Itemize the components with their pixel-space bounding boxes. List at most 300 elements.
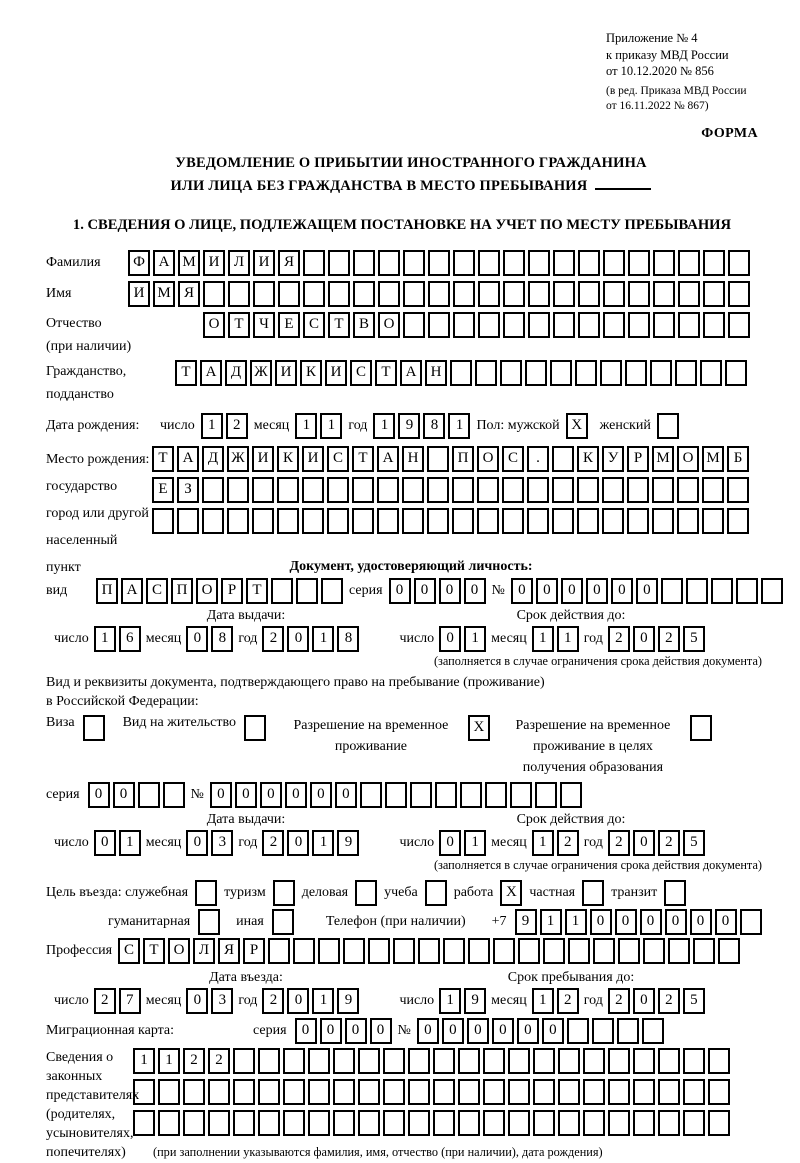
char-cell[interactable] [227,508,249,534]
permit-issue-month-cells[interactable] [186,830,233,856]
char-cell[interactable] [558,1048,580,1074]
char-cell[interactable] [577,477,599,503]
char-cell[interactable] [452,477,474,503]
char-cell[interactable]: Н [402,446,424,472]
char-cell[interactable]: 0 [186,988,208,1014]
char-cell[interactable] [702,477,724,503]
char-cell[interactable] [327,508,349,534]
char-cell[interactable]: 2 [658,830,680,856]
char-cell[interactable] [308,1048,330,1074]
char-cell[interactable] [653,250,675,276]
char-cell[interactable] [208,1079,230,1105]
char-cell[interactable] [433,1110,455,1136]
stay-month-cells[interactable] [532,988,579,1014]
char-cell[interactable] [277,477,299,503]
char-cell[interactable]: 0 [287,988,309,1014]
char-cell[interactable] [208,1110,230,1136]
char-cell[interactable] [725,360,747,386]
char-cell[interactable]: С [502,446,524,472]
char-cell[interactable] [228,281,250,307]
migration-number-cells[interactable] [417,1018,664,1044]
char-cell[interactable] [675,360,697,386]
char-cell[interactable]: 0 [320,1018,342,1044]
residence-permit-checkbox[interactable] [244,715,266,741]
char-cell[interactable]: Я [278,250,300,276]
doc-series-cells[interactable] [389,578,486,604]
char-cell[interactable] [627,477,649,503]
char-cell[interactable]: Т [375,360,397,386]
char-cell[interactable] [683,1079,705,1105]
char-cell[interactable] [428,312,450,338]
migration-series-cells[interactable] [295,1018,392,1044]
char-cell[interactable]: И [203,250,225,276]
char-cell[interactable] [602,508,624,534]
char-cell[interactable] [683,1048,705,1074]
char-cell[interactable]: 3 [211,830,233,856]
char-cell[interactable]: 2 [658,988,680,1014]
purpose-work-checkbox[interactable]: X [500,880,522,906]
char-cell[interactable] [478,312,500,338]
char-cell[interactable] [133,1079,155,1105]
char-cell[interactable] [633,1110,655,1136]
char-cell[interactable]: 0 [636,578,658,604]
purpose-other-checkbox[interactable] [272,909,294,935]
char-cell[interactable] [433,1079,455,1105]
char-cell[interactable]: 1 [320,413,342,439]
char-cell[interactable]: 5 [683,830,705,856]
char-cell[interactable]: И [302,446,324,472]
char-cell[interactable] [433,1048,455,1074]
char-cell[interactable]: 2 [557,988,579,1014]
char-cell[interactable] [296,578,318,604]
char-cell[interactable] [283,1048,305,1074]
char-cell[interactable]: 0 [542,1018,564,1044]
char-cell[interactable] [708,1110,730,1136]
char-cell[interactable]: 9 [337,830,359,856]
char-cell[interactable]: 0 [210,782,232,808]
char-cell[interactable] [408,1110,430,1136]
permit-number-cells[interactable] [210,782,582,808]
char-cell[interactable] [252,477,274,503]
char-cell[interactable]: Д [225,360,247,386]
char-cell[interactable]: Ч [253,312,275,338]
char-cell[interactable] [360,782,382,808]
char-cell[interactable] [427,477,449,503]
char-cell[interactable]: 0 [633,988,655,1014]
char-cell[interactable] [302,508,324,534]
char-cell[interactable] [163,782,185,808]
char-cell[interactable]: 2 [226,413,248,439]
char-cell[interactable] [403,250,425,276]
birth-place-cells-row-3[interactable] [152,508,749,534]
char-cell[interactable] [435,782,457,808]
char-cell[interactable] [592,1018,614,1044]
char-cell[interactable] [408,1048,430,1074]
char-cell[interactable] [708,1079,730,1105]
doc-valid-year-cells[interactable] [608,626,705,652]
char-cell[interactable]: 1 [312,626,334,652]
char-cell[interactable] [502,477,524,503]
char-cell[interactable] [653,281,675,307]
char-cell[interactable] [358,1079,380,1105]
char-cell[interactable] [500,360,522,386]
char-cell[interactable] [617,1018,639,1044]
char-cell[interactable]: 1 [373,413,395,439]
char-cell[interactable] [718,938,740,964]
char-cell[interactable] [627,508,649,534]
char-cell[interactable] [550,360,572,386]
char-cell[interactable]: Ж [250,360,272,386]
char-cell[interactable] [227,477,249,503]
char-cell[interactable]: Т [352,446,374,472]
char-cell[interactable]: 6 [119,626,141,652]
representatives-cells-row-1[interactable] [133,1048,730,1074]
char-cell[interactable] [277,508,299,534]
char-cell[interactable]: 0 [467,1018,489,1044]
char-cell[interactable]: Т [328,312,350,338]
char-cell[interactable]: 0 [511,578,533,604]
char-cell[interactable] [711,578,733,604]
purpose-study-checkbox[interactable] [425,880,447,906]
char-cell[interactable]: Р [221,578,243,604]
char-cell[interactable] [428,250,450,276]
char-cell[interactable]: П [452,446,474,472]
char-cell[interactable] [727,508,749,534]
char-cell[interactable] [583,1110,605,1136]
char-cell[interactable]: Л [193,938,215,964]
patronymic-cells[interactable] [203,312,750,338]
char-cell[interactable] [378,281,400,307]
sex-male-checkbox[interactable]: X [566,413,588,439]
char-cell[interactable]: М [153,281,175,307]
char-cell[interactable] [460,782,482,808]
char-cell[interactable] [533,1048,555,1074]
char-cell[interactable]: Т [246,578,268,604]
char-cell[interactable]: 0 [633,830,655,856]
char-cell[interactable]: 8 [211,626,233,652]
doc-issue-year-cells[interactable] [262,626,359,652]
char-cell[interactable] [553,250,575,276]
char-cell[interactable] [333,1048,355,1074]
char-cell[interactable]: С [350,360,372,386]
char-cell[interactable] [583,1048,605,1074]
char-cell[interactable] [402,508,424,534]
char-cell[interactable] [493,938,515,964]
char-cell[interactable]: П [96,578,118,604]
char-cell[interactable]: Т [152,446,174,472]
char-cell[interactable] [727,477,749,503]
char-cell[interactable] [510,782,532,808]
char-cell[interactable] [553,281,575,307]
char-cell[interactable]: 1 [540,909,562,935]
char-cell[interactable] [728,281,750,307]
char-cell[interactable] [678,312,700,338]
char-cell[interactable] [152,508,174,534]
char-cell[interactable]: 2 [94,988,116,1014]
char-cell[interactable]: Д [202,446,224,472]
char-cell[interactable]: 9 [515,909,537,935]
char-cell[interactable]: 0 [370,1018,392,1044]
char-cell[interactable] [258,1079,280,1105]
permit-valid-day-cells[interactable] [439,830,486,856]
char-cell[interactable] [483,1110,505,1136]
char-cell[interactable]: И [128,281,150,307]
char-cell[interactable] [268,938,290,964]
char-cell[interactable] [577,508,599,534]
permit-valid-month-cells[interactable] [532,830,579,856]
citizenship-cells[interactable] [175,360,747,386]
char-cell[interactable]: 1 [295,413,317,439]
char-cell[interactable] [333,1079,355,1105]
name-cells[interactable] [128,281,750,307]
char-cell[interactable]: П [171,578,193,604]
char-cell[interactable]: 2 [608,988,630,1014]
char-cell[interactable]: О [196,578,218,604]
char-cell[interactable] [703,281,725,307]
char-cell[interactable]: 0 [536,578,558,604]
char-cell[interactable]: 0 [345,1018,367,1044]
char-cell[interactable]: 1 [448,413,470,439]
char-cell[interactable] [202,508,224,534]
char-cell[interactable] [633,1079,655,1105]
char-cell[interactable]: 8 [337,626,359,652]
char-cell[interactable] [303,250,325,276]
char-cell[interactable] [443,938,465,964]
char-cell[interactable] [618,938,640,964]
purpose-official-checkbox[interactable] [195,880,217,906]
char-cell[interactable] [177,508,199,534]
char-cell[interactable] [233,1079,255,1105]
char-cell[interactable] [293,938,315,964]
char-cell[interactable] [252,508,274,534]
char-cell[interactable] [608,1079,630,1105]
char-cell[interactable]: Я [178,281,200,307]
char-cell[interactable]: 0 [590,909,612,935]
char-cell[interactable] [452,508,474,534]
char-cell[interactable]: 0 [389,578,411,604]
char-cell[interactable] [158,1110,180,1136]
char-cell[interactable] [303,281,325,307]
char-cell[interactable]: 0 [439,830,461,856]
entry-day-cells[interactable] [94,988,141,1014]
char-cell[interactable] [258,1048,280,1074]
birth-year-cells[interactable] [373,413,470,439]
representatives-cells-row-2[interactable] [133,1079,730,1105]
char-cell[interactable] [283,1079,305,1105]
char-cell[interactable]: 0 [586,578,608,604]
char-cell[interactable] [508,1110,530,1136]
doc-type-cells[interactable] [96,578,343,604]
doc-valid-month-cells[interactable] [532,626,579,652]
doc-issue-day-cells[interactable] [94,626,141,652]
char-cell[interactable]: 0 [287,626,309,652]
char-cell[interactable] [652,477,674,503]
char-cell[interactable]: 1 [532,988,554,1014]
char-cell[interactable]: М [652,446,674,472]
char-cell[interactable] [468,938,490,964]
char-cell[interactable] [427,508,449,534]
char-cell[interactable]: 0 [417,1018,439,1044]
char-cell[interactable] [703,250,725,276]
char-cell[interactable]: 1 [557,626,579,652]
purpose-private-checkbox[interactable] [582,880,604,906]
char-cell[interactable]: 0 [310,782,332,808]
char-cell[interactable] [427,446,449,472]
birth-place-cells-row-1[interactable] [152,446,749,472]
char-cell[interactable] [352,508,374,534]
char-cell[interactable]: 9 [337,988,359,1014]
char-cell[interactable] [658,1110,680,1136]
char-cell[interactable] [233,1048,255,1074]
char-cell[interactable]: Р [243,938,265,964]
char-cell[interactable] [453,312,475,338]
char-cell[interactable]: 2 [262,626,284,652]
phone-cells[interactable] [515,909,762,935]
char-cell[interactable] [678,250,700,276]
char-cell[interactable] [458,1048,480,1074]
sex-female-checkbox[interactable] [657,413,679,439]
char-cell[interactable] [283,1110,305,1136]
char-cell[interactable]: О [168,938,190,964]
char-cell[interactable] [708,1048,730,1074]
char-cell[interactable]: К [277,446,299,472]
char-cell[interactable]: 7 [119,988,141,1014]
char-cell[interactable] [552,477,574,503]
char-cell[interactable] [453,281,475,307]
char-cell[interactable]: О [477,446,499,472]
char-cell[interactable] [628,312,650,338]
char-cell[interactable] [158,1079,180,1105]
char-cell[interactable] [583,1079,605,1105]
char-cell[interactable] [525,360,547,386]
char-cell[interactable]: 1 [201,413,223,439]
char-cell[interactable]: У [602,446,624,472]
char-cell[interactable] [535,782,557,808]
char-cell[interactable]: 0 [633,626,655,652]
char-cell[interactable] [353,250,375,276]
char-cell[interactable]: О [203,312,225,338]
char-cell[interactable]: Н [425,360,447,386]
char-cell[interactable] [558,1079,580,1105]
char-cell[interactable] [253,281,275,307]
char-cell[interactable]: 5 [683,988,705,1014]
char-cell[interactable]: Я [218,938,240,964]
char-cell[interactable] [593,938,615,964]
char-cell[interactable]: И [253,250,275,276]
char-cell[interactable]: 0 [94,830,116,856]
char-cell[interactable] [661,578,683,604]
char-cell[interactable] [475,360,497,386]
char-cell[interactable]: И [325,360,347,386]
char-cell[interactable]: А [400,360,422,386]
char-cell[interactable] [602,477,624,503]
char-cell[interactable] [318,938,340,964]
char-cell[interactable] [333,1110,355,1136]
entry-month-cells[interactable] [186,988,233,1014]
char-cell[interactable] [508,1048,530,1074]
char-cell[interactable] [458,1079,480,1105]
char-cell[interactable] [308,1110,330,1136]
char-cell[interactable] [558,1110,580,1136]
char-cell[interactable] [503,250,525,276]
char-cell[interactable] [418,938,440,964]
char-cell[interactable] [328,250,350,276]
char-cell[interactable] [693,938,715,964]
char-cell[interactable]: 1 [312,830,334,856]
char-cell[interactable] [625,360,647,386]
birth-place-cells-row-2[interactable] [152,477,749,503]
char-cell[interactable] [643,938,665,964]
char-cell[interactable]: А [200,360,222,386]
char-cell[interactable] [302,477,324,503]
char-cell[interactable] [567,1018,589,1044]
purpose-business-checkbox[interactable] [355,880,377,906]
char-cell[interactable]: 0 [295,1018,317,1044]
char-cell[interactable]: . [527,446,549,472]
char-cell[interactable]: 0 [235,782,257,808]
char-cell[interactable]: С [327,446,349,472]
char-cell[interactable]: Ж [227,446,249,472]
char-cell[interactable] [578,250,600,276]
char-cell[interactable] [728,312,750,338]
char-cell[interactable] [183,1079,205,1105]
char-cell[interactable]: М [702,446,724,472]
char-cell[interactable] [518,938,540,964]
char-cell[interactable] [683,1110,705,1136]
char-cell[interactable] [503,312,525,338]
doc-valid-day-cells[interactable] [439,626,486,652]
stay-year-cells[interactable] [608,988,705,1014]
char-cell[interactable] [552,446,574,472]
char-cell[interactable] [138,782,160,808]
permit-issue-year-cells[interactable] [262,830,359,856]
char-cell[interactable]: К [577,446,599,472]
char-cell[interactable] [328,281,350,307]
char-cell[interactable] [608,1110,630,1136]
char-cell[interactable]: 0 [517,1018,539,1044]
doc-number-cells[interactable] [511,578,783,604]
char-cell[interactable] [628,281,650,307]
char-cell[interactable]: 0 [335,782,357,808]
char-cell[interactable] [408,1079,430,1105]
char-cell[interactable] [368,938,390,964]
char-cell[interactable]: Т [175,360,197,386]
char-cell[interactable]: 0 [113,782,135,808]
char-cell[interactable] [321,578,343,604]
char-cell[interactable]: 0 [287,830,309,856]
char-cell[interactable] [702,508,724,534]
char-cell[interactable] [533,1079,555,1105]
char-cell[interactable]: 0 [285,782,307,808]
temp-residence-edu-checkbox[interactable] [690,715,712,741]
representatives-cells-row-3[interactable] [133,1110,730,1136]
char-cell[interactable]: 1 [532,626,554,652]
char-cell[interactable] [377,477,399,503]
char-cell[interactable] [527,477,549,503]
char-cell[interactable]: 9 [464,988,486,1014]
permit-series-cells[interactable] [88,782,185,808]
char-cell[interactable] [202,477,224,503]
char-cell[interactable]: 0 [439,626,461,652]
char-cell[interactable]: 1 [464,830,486,856]
char-cell[interactable]: 0 [414,578,436,604]
char-cell[interactable]: 1 [312,988,334,1014]
char-cell[interactable]: 1 [565,909,587,935]
char-cell[interactable] [485,782,507,808]
char-cell[interactable] [258,1110,280,1136]
char-cell[interactable]: Л [228,250,250,276]
char-cell[interactable]: 1 [119,830,141,856]
